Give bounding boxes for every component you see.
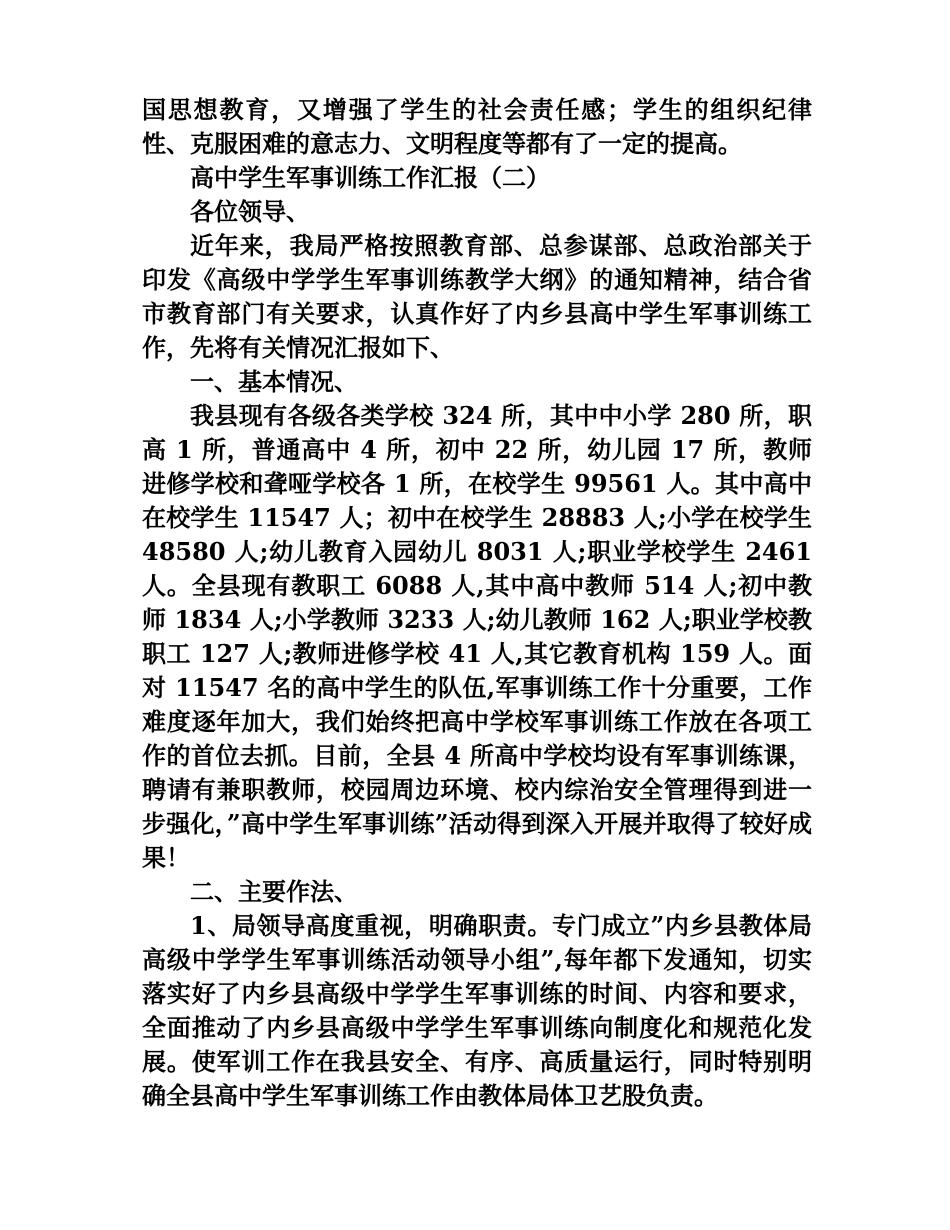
document-body — [142, 93, 812, 1113]
paragraph-continuation: 国思想教育，又增强了学生的社会责任感；学生的组织纪律性、克服困难的意志力、文明程度等都有了一定的提高。 — [142, 95, 812, 158]
section-title: 高中学生军事训练工作汇报（二） — [190, 163, 550, 192]
heading-basic-situation: 一、基本情况、 — [190, 367, 358, 396]
heading-main-practices: 二、主要作法、 — [190, 877, 358, 906]
paragraph-basic-situation: 我县现有各级各类学校 324 所，其中中小学 280 所，职高 1 所，普通高中 4 所，初中 22 所，幼儿园 17 所，教师进修学校和聋哑学校各 1 所，在校学生 99561 人。其中高中在校学生 11547 人；初中在校学生 28883 人;小学在校学生 48580 人;幼儿教育入园幼儿 8031 人;职业学校学生 2461 人。全县现有教职工 6088 人,其中高中教师 514 人;初中教师 1834 人;小学教师 3233 人;幼儿教师 162 人;职业学校教职工 127 人;教师进修学校 41 人,其它教育机构 159 人。面对 11547 名的高中学生的队伍,军事训练工作十分重要，工作难度逐年加大，我们始终把高中学校军事训练工作放在各项工作的首位去抓。目前，全县 4 所高中学校均设有军事训练课，聘请有兼职教师，校园周边环境、校内综治安全管理得到进一步强化，”高中学生军事训练”活动得到深入开展并取得了较好成果！ — [142, 401, 812, 872]
paragraph-practice-1: 1、局领导高度重视，明确职责。专门成立”内乡县教体局高级中学学生军事训练活动领导小组”,每年都下发通知，切实落实好了内乡县高级中学学生军事训练的时间、内容和要求，全面推动了内乡县高级中学学生军事训练向制度化和规范化发展。使军训工作在我县安全、有序、高质量运行，同时特别明确全县高中学生军事训练工作由教体局体卫艺股负责。 — [142, 911, 812, 1110]
salutation: 各位领导、 — [190, 197, 310, 226]
paragraph-intro: 近年来，我局严格按照教育部、总参谋部、总政治部关于印发《高级中学学生军事训练教学大纲》的通知精神，结合省市教育部门有关要求，认真作好了内乡县高中学生军事训练工作，先将有关情况汇报如下、 — [142, 231, 812, 362]
